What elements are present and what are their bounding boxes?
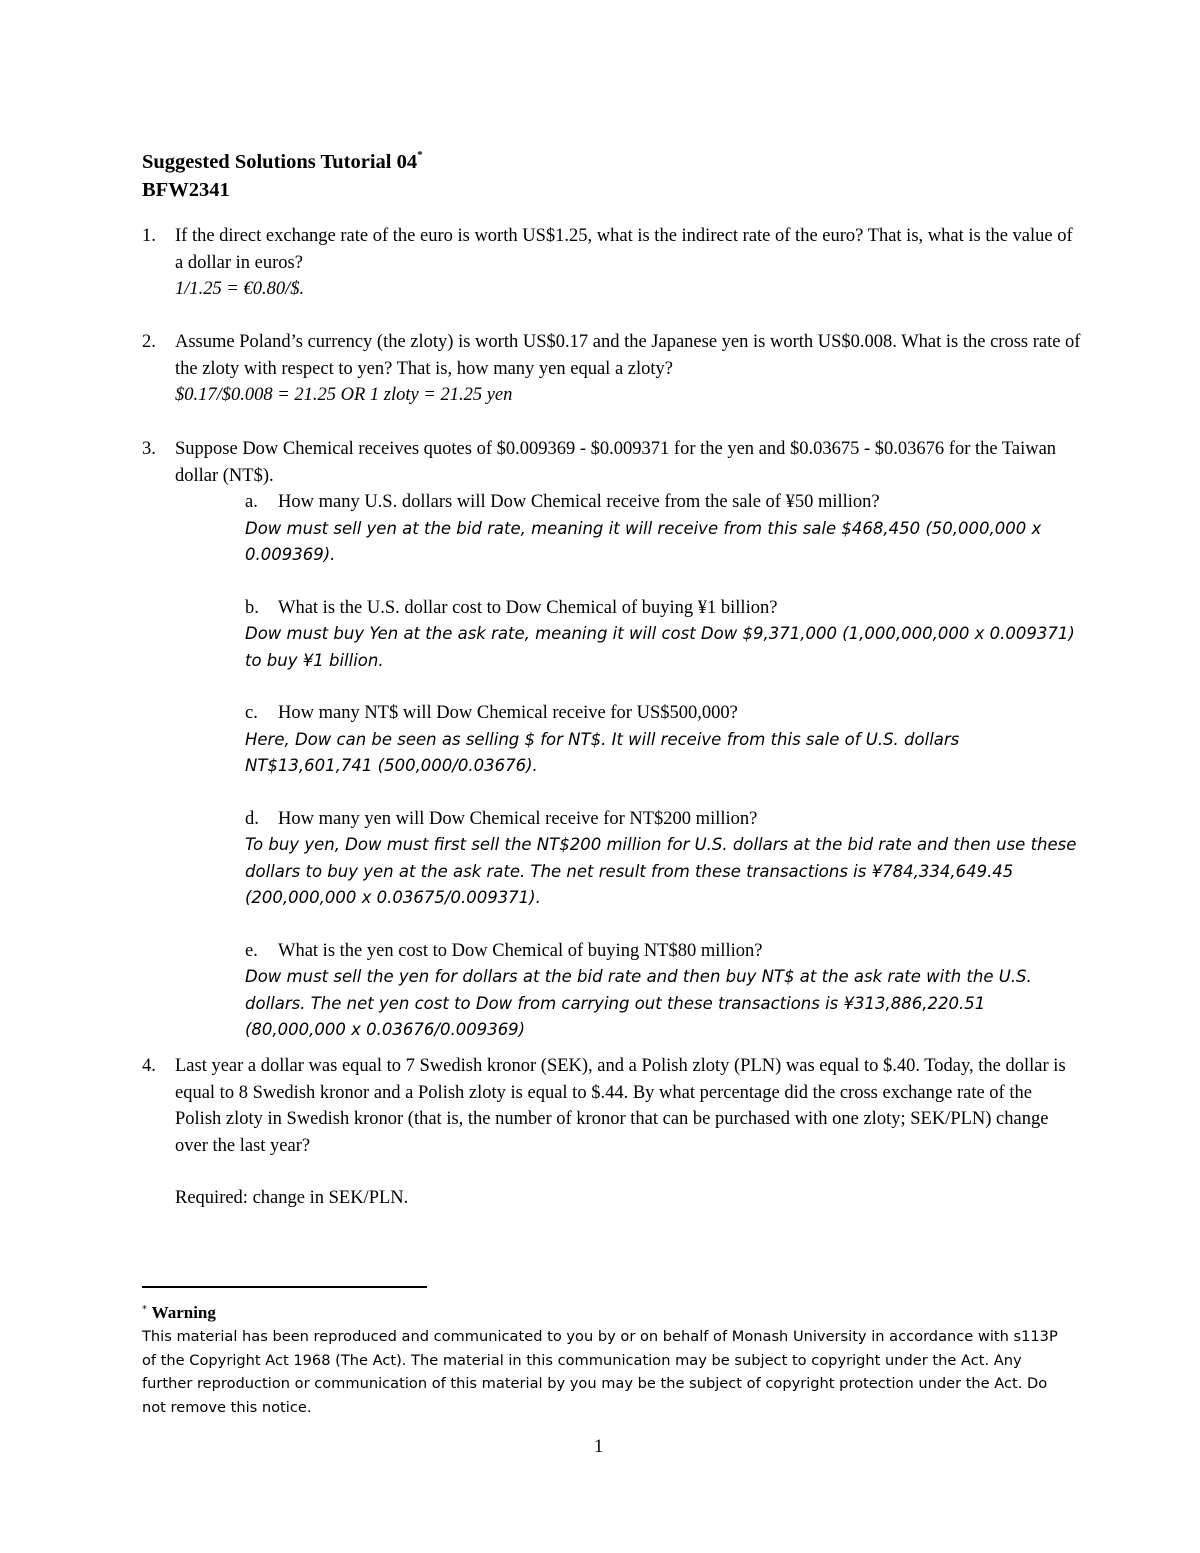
- sub-question-text: How many yen will Dow Chemical receive for NT$200 million?: [278, 808, 758, 829]
- sub-answer-text: Here, Dow can be seen as selling $ for NT$. It will receive from this sale of U.S. dollars NT$13,601,741 (500,000/0.03676).: [245, 729, 960, 775]
- sub-question-b: [245, 595, 1082, 675]
- sub-question-text: How many NT$ will Dow Chemical receive for US$500,000?: [278, 703, 738, 723]
- sub-question-text: What is the yen cost to Dow Chemical of buying NT$80 million?: [278, 940, 763, 961]
- question-number: 3.: [142, 439, 156, 459]
- footnote-heading: Warning: [151, 1302, 216, 1322]
- document-header: [142, 143, 423, 204]
- sub-answer-text: Dow must sell the yen for dollars at the bid rate and then buy NT$ at the ask rate with the U.S. dollars. The net yen cost to Dow from carrying out these transactions is ¥313,886,220.51 (80,000,000 x 0.03676/0.009369): [245, 967, 1032, 1039]
- footnote: [142, 1298, 1062, 1419]
- required-text: Required: change in SEK/PLN.: [175, 1188, 409, 1208]
- sub-question-text: How many U.S. dollars will Dow Chemical receive from the sale of ¥50 million?: [278, 492, 880, 512]
- sub-question-d: [245, 806, 1082, 912]
- footnote-mark: *: [417, 149, 423, 161]
- answer-text: 1/1.25 = €0.80/$.: [175, 279, 305, 299]
- sub-question-label: e.: [245, 940, 258, 961]
- page-number: 1: [594, 1437, 604, 1457]
- sub-question-a: [245, 489, 1082, 569]
- sub-question-label: b.: [245, 597, 259, 618]
- question-number: 4.: [142, 1056, 156, 1076]
- sub-question-label: d.: [245, 808, 259, 829]
- question-1: [142, 223, 1082, 303]
- sub-question-text: What is the U.S. dollar cost to Dow Chemical of buying ¥1 billion?: [278, 597, 778, 618]
- question-number: 2.: [142, 332, 156, 352]
- sub-answer-text: To buy yen, Dow must first sell the NT$200 million for U.S. dollars at the bid rate and then use these dollars to buy yen at the ask rate. The net result from these transactions is ¥784,334,649.45 (200,000,000 x 0.03675/0.009371).: [245, 835, 1077, 907]
- footnote-mark: *: [142, 1304, 147, 1315]
- question-3: [142, 436, 1082, 1044]
- footnote-divider: [142, 1286, 427, 1288]
- course-code: BFW2341: [142, 178, 230, 201]
- answer-text: $0.17/$0.008 = 21.25 OR 1 zloty = 21.25 yen: [175, 385, 513, 405]
- question-2: [142, 329, 1082, 409]
- question-text: Assume Poland’s currency (the zloty) is worth US$0.17 and the Japanese yen is worth US$0.008. What is the cross rate of the zloty with respect to yen? That is, how many yen equal a zloty?: [175, 332, 1081, 379]
- question-text: Suppose Dow Chemical receives quotes of $0.009369 - $0.009371 for the yen and $0.03675 - $0.03676 for the Taiwan dollar (NT$).: [175, 439, 1057, 486]
- question-text: If the direct exchange rate of the euro is worth US$1.25, what is the indirect rate of the euro? That is, what is the value of a dollar in euros?: [175, 226, 1073, 273]
- sub-answer-text: Dow must buy Yen at the ask rate, meaning it will cost Dow $9,371,000 (1,000,000,000 x 0.009371) to buy ¥1 billion.: [245, 624, 1075, 670]
- question-text: Last year a dollar was equal to 7 Swedish kronor (SEK), and a Polish zloty (PLN) was equal to $.40. Today, the dollar is equal to 8 Swedish kronor and a Polish zloty is equal to $.44. By what percentage did the cross exchange rate of the Polish zloty in Swedish kronor (that is, the number of kronor that can be purchased with one zloty; SEK/PLN) change over the last year?: [175, 1056, 1066, 1156]
- footnote-text: This material has been reproduced and communicated to you by or on behalf of Monash University in accordance with s113P of the Copyright Act 1968 (The Act). The material in this communication may be subject to copyright under the Act. Any further reproduction or communication of this material by you may be the subject of copyright protection under the Act. Do not remove this notice.: [142, 1328, 1058, 1416]
- sub-question-e: [245, 938, 1082, 1044]
- page-title: Suggested Solutions Tutorial 04*: [142, 149, 423, 173]
- question-number: 1.: [142, 226, 156, 246]
- sub-question-c: [245, 700, 1082, 780]
- question-4: [142, 1053, 1082, 1212]
- sub-question-label: c.: [245, 703, 258, 723]
- sub-question-label: a.: [245, 492, 258, 512]
- sub-answer-text: Dow must sell yen at the bid rate, meaning it will receive from this sale $468,450 (50,000,000 x 0.009369).: [245, 518, 1042, 564]
